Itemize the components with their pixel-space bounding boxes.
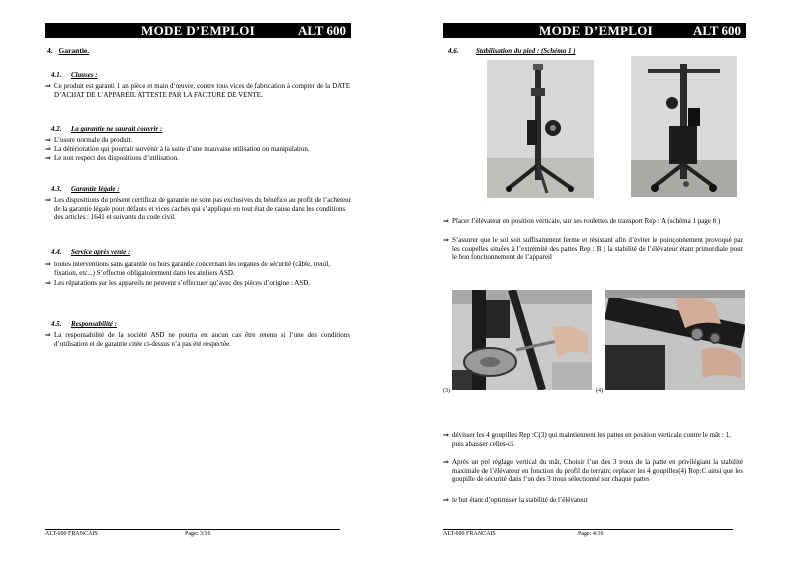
liability-number: 4.5.: [51, 320, 62, 328]
clauses-title: Clauses :: [71, 71, 98, 79]
arrow-icon: ⇒: [443, 217, 449, 225]
photo-pin-removal: [452, 290, 592, 390]
page-header: [443, 23, 746, 38]
legal-heading: [51, 185, 120, 194]
clauses-text: Ce produit est garanti 1 an pièce et main d’œuvre, contre tous vices de fabrication à compter de la DATE D’ACHAT DE L’APPAREIL ATTESTE PAR LA FACTURE DE VENTE.: [54, 82, 350, 99]
footer-rule: [45, 529, 340, 530]
liability-heading: [51, 320, 117, 329]
legal-number: 4.3.: [51, 185, 62, 193]
section-title: Garantie.: [58, 46, 90, 55]
exclusions-number: 4.2.: [51, 125, 62, 133]
section-heading: [47, 47, 89, 56]
liability-text: La responsabilité de la société ASD ne pourra en aucun cas être retenu si l’une des conditions d’utilisation et de garantie citée ci-dessus n’a pas été respectée.: [54, 331, 350, 348]
after-sales-text-2: Les réparations sur les appareils ne peuvent s’effectuer qu’avec des pièces d’origine : ASD.: [54, 279, 311, 287]
after-sales-number: 4.4.: [51, 248, 62, 256]
page-4: [397, 0, 793, 561]
arrow-icon: ⇒: [45, 260, 51, 268]
header-mode-title: MODE D’EMPLOI: [141, 23, 256, 38]
arrow-icon: ⇒: [443, 458, 449, 466]
legal-text: Les dispositions du présent certificat de garantie ne sont pas exclusives du bénéfice au profit de l’acheteur de la garantie légale pour défauts et vices cachés qui s’applique en tout état de cause dans les conditions des articles : 1641 et suivants du code civil.: [54, 196, 352, 221]
pin-text-3: le but étant d’optimiser la stabilité de l’élévateur: [452, 496, 588, 504]
legal-title: Garantie légale :: [71, 185, 120, 193]
liability-title: Responsabilité :: [71, 320, 118, 328]
stabilisation-title: Stabilisation du pied : (Schéma 1 ): [476, 47, 576, 55]
photo-leg-pins: [605, 290, 745, 390]
arrow-icon: ⇒: [45, 154, 51, 162]
exclusions-text-1: L’usure normale du produit.: [54, 136, 133, 144]
photo-lift-upright: [631, 56, 737, 197]
arrow-icon: ⇒: [45, 196, 51, 204]
arrow-icon: ⇒: [45, 145, 51, 153]
arrow-icon: ⇒: [443, 431, 449, 439]
stabilisation-number: 4.6.: [448, 47, 459, 55]
arrow-icon: ⇒: [45, 331, 51, 339]
stab-text-2: S’assurer que le sol soit suffisamment ferme et résistant afin d’éviter le poinçonnement provoqué par les coupelles situées à l’extrémité des pattes Rep : B ; la stabilité de l’élévateur étant primordiale pour le bon fonctionnement de l’appareil: [452, 236, 743, 261]
exclusions-text-3: Le non respect des dispositions d’utilisation.: [54, 154, 179, 162]
footer-page-number: Page: 4/16: [578, 531, 604, 537]
stabilisation-heading: [448, 47, 576, 56]
footer-document-name: ALT-600 FRANCAIS: [443, 531, 496, 537]
section-number: 4.: [47, 46, 53, 55]
stab-text-1: Placer l’élévateur en position verticale, sur ses roulettes de transport Rep : A (schéma 1 page 8 ): [452, 217, 721, 225]
pin-text-1: dévisser les 4 goupilles Rep :C(3) qui maintiennent les pattes en position verticale contre le mât : 1, puis abaisser celles-ci.: [452, 431, 731, 448]
clauses-number: 4.1.: [51, 71, 62, 79]
arrow-icon: ⇒: [443, 236, 449, 244]
after-sales-title: Service après vente :: [71, 248, 131, 256]
photo-caption-4: (4): [596, 388, 603, 394]
photo-lift-folded: [487, 60, 594, 198]
arrow-icon: ⇒: [45, 82, 51, 90]
arrow-icon: ⇒: [443, 496, 449, 504]
exclusions-heading: [51, 125, 162, 134]
after-sales-text-1: toutes interventions sans garantie ou hors garantie concernant les organes de sécurité (câble, treuil, fixation, etc...) S’effectue obligatoirement dans les ateliers ASD.: [54, 260, 331, 277]
footer-page-number: Page: 3/16: [185, 531, 211, 537]
exclusions-title: La garantie ne saurait couvrir :: [71, 125, 163, 133]
page-3: [0, 0, 396, 561]
exclusions-text-2: La détérioration qui pourrait survenir à la suite d’une mauvaise utilisation ou manipulation.: [54, 145, 310, 153]
clauses-heading: [51, 71, 98, 80]
after-sales-heading: [51, 248, 130, 257]
footer-document-name: ALT-600 FRANCAIS: [45, 531, 98, 537]
pin-text-2: Après un pré réglage vertical du mât, Choisir l’un des 3 trous de la patte en privilégiant la stabilité maximale de l’élévateur en fonction du profil du terrain; replacer les 4 goupilles(4) Rep:C ainsi que les goupille de sécurité dans l’un des 3 trous sélectionné sur chaque pattes: [452, 458, 743, 483]
arrow-icon: ⇒: [45, 279, 51, 287]
arrow-icon: ⇒: [45, 136, 51, 144]
photo-caption-3: (3): [443, 388, 450, 394]
footer-rule: [443, 529, 733, 530]
header-mode-title: MODE D’EMPLOI: [539, 23, 654, 38]
page-header: [45, 23, 351, 38]
header-model: ALT 600: [692, 23, 741, 38]
header-model: ALT 600: [297, 23, 346, 38]
